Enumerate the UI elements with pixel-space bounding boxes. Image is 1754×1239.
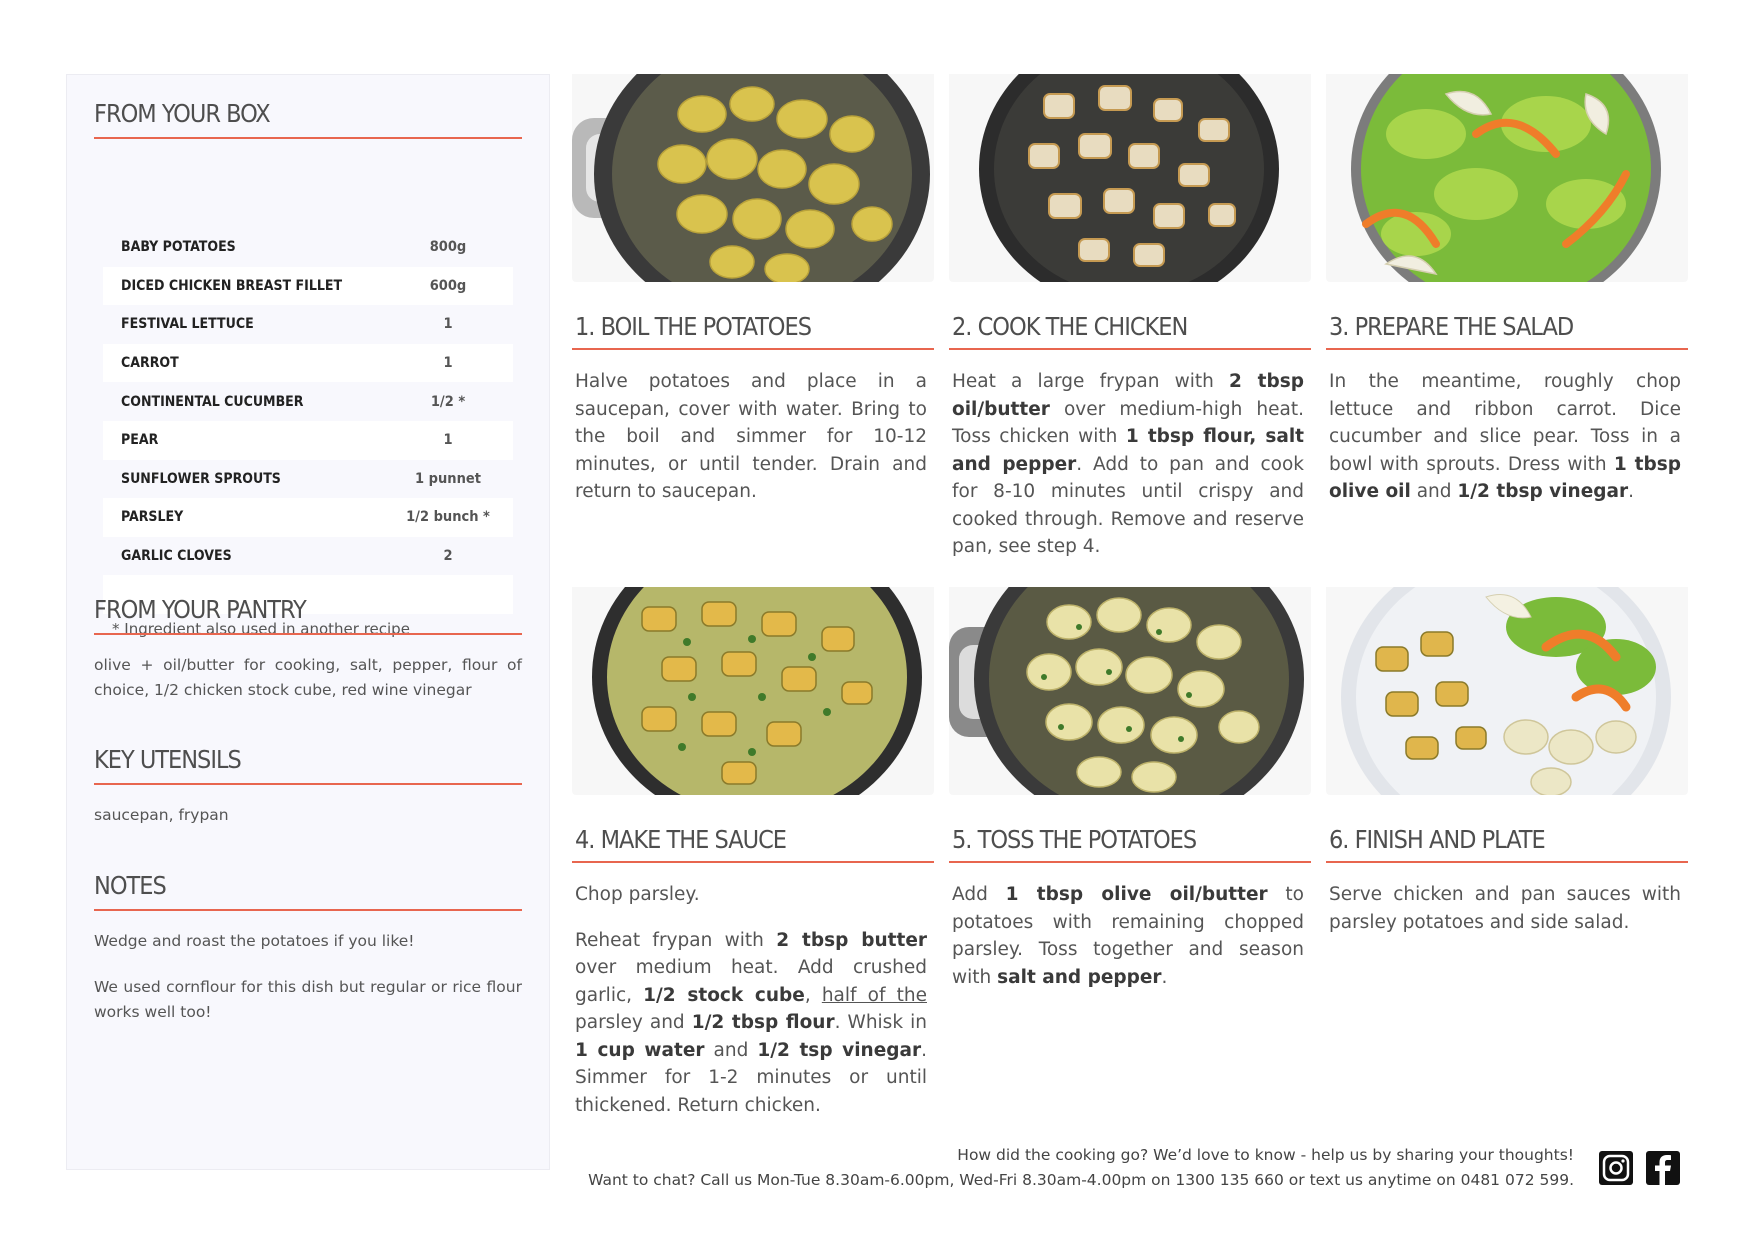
- step-5-bold-2: salt and pepper: [997, 966, 1162, 988]
- step-1: [572, 74, 934, 506]
- ingredient-row: [103, 267, 513, 306]
- step-4-bold-2: 1/2 stock cube: [643, 984, 805, 1006]
- step-2-photo: [949, 74, 1311, 282]
- step-4-bold-4: 1 cup water: [575, 1039, 705, 1061]
- step-4-photo: [572, 587, 934, 795]
- ingredient-name: BABY POTATOES: [121, 239, 236, 256]
- step-2-bold-2: 1 tbsp flour, salt and pepper: [952, 426, 1304, 475]
- step-5-text-3: .: [1161, 966, 1168, 988]
- step-3: [1326, 74, 1688, 506]
- step-5-bold-1: 1 tbsp olive oil/butter: [1005, 884, 1268, 905]
- facebook-icon[interactable]: [1645, 1150, 1681, 1186]
- ingredient-name: PEAR: [121, 432, 159, 449]
- step-6-photo: [1326, 587, 1688, 795]
- step-4-title: 4. MAKE THE SAUCE: [572, 825, 934, 863]
- step-4-text-6: and: [704, 1039, 758, 1061]
- from-your-box-heading: FROM YOUR BOX: [94, 99, 522, 139]
- ingredient-qty: 1: [443, 316, 453, 333]
- step-4-instructions: [572, 881, 934, 1119]
- step-3-title: 3. PREPARE THE SALAD: [1326, 312, 1688, 350]
- step-1-title: 1. BOIL THE POTATOES: [572, 312, 934, 350]
- key-utensils-heading: KEY UTENSILS: [94, 745, 522, 785]
- step-2-text-1: Heat a large frypan with: [952, 371, 1230, 392]
- step-3-text-1: In the meantime, roughly chop lettuce and ribbon carrot. Dice cucumber and slice pear. Toss in a bowl with sprouts. Dress with: [1329, 371, 1681, 475]
- ingredient-qty: 2: [443, 548, 453, 565]
- step-4-text-0: Chop parsley.: [575, 884, 700, 905]
- step-5-text-1: Add: [952, 884, 1006, 905]
- ingredient-name: FESTIVAL LETTUCE: [121, 316, 254, 333]
- ingredient-name: PARSLEY: [121, 509, 184, 526]
- ingredients-table: [103, 228, 513, 614]
- step-4-text-1: Reheat frypan with: [575, 929, 777, 951]
- notes-heading: NOTES: [94, 871, 522, 911]
- step-4: [572, 587, 934, 1119]
- ingredient-qty: 1: [443, 355, 453, 372]
- ingredient-qty: 1 punnet: [415, 470, 481, 487]
- step-2-bold-1: 2 tbsp oil/butter: [952, 371, 1304, 420]
- step-5: [949, 587, 1311, 991]
- step-4-bold-3: 1/2 tbsp flour: [691, 1012, 835, 1033]
- step-6: [1326, 587, 1688, 936]
- ingredient-qty: 600g: [429, 277, 467, 294]
- ingredient-row: [103, 537, 513, 576]
- step-6-instructions: [1326, 881, 1688, 936]
- boiled-potatoes-image: [572, 74, 934, 282]
- ingredients-sidebar: [66, 74, 550, 1170]
- footer-feedback-text: How did the cooking go? We’d love to know - help us by sharing your thoughts!: [957, 1146, 1574, 1164]
- step-3-text-2: and: [1410, 481, 1458, 502]
- step-2-text-3: . Add to pan and cook for 8-10 minutes until crispy and cooked through. Remove and reserve pan, see step 4.: [952, 453, 1304, 557]
- step-5-photo: [949, 587, 1311, 795]
- ingredient-row: [103, 305, 513, 344]
- step-4-bold-1: 2 tbsp butter: [776, 929, 927, 951]
- from-your-pantry-heading: FROM YOUR PANTRY: [94, 595, 522, 635]
- step-4-underline-1: half of the: [821, 984, 927, 1006]
- step-3-text-3: .: [1628, 481, 1635, 502]
- step-4-text-4: parsley and: [575, 1012, 692, 1033]
- step-2-title: 2. COOK THE CHICKEN: [949, 312, 1311, 350]
- step-4-text-7: . Simmer for 1-2 minutes or until thickened. Return chicken.: [575, 1039, 927, 1116]
- ingredient-qty: 800g: [429, 239, 467, 256]
- step-5-instructions: [949, 881, 1311, 991]
- ingredient-qty: 1: [443, 432, 453, 449]
- salad-bowl-image: [1326, 74, 1688, 282]
- ingredient-qty: 1/2 bunch *: [406, 509, 490, 526]
- step-2: [949, 74, 1311, 561]
- step-5-title: 5. TOSS THE POTATOES: [949, 825, 1311, 863]
- footer-contact-text: Want to chat? Call us Mon-Tue 8.30am-6.00pm, Wed-Fri 8.30am-4.00pm on 1300 135 660 or text us anytime on 0481 072 599.: [588, 1171, 1574, 1189]
- step-4-text-3: ,: [804, 984, 822, 1006]
- step-3-instructions: [1326, 368, 1688, 506]
- ingredient-name: CARROT: [121, 355, 179, 372]
- tossed-potatoes-image: [949, 587, 1311, 795]
- instagram-icon[interactable]: [1598, 1150, 1634, 1186]
- plated-dish-image: [1326, 587, 1688, 795]
- step-6-text: Serve chicken and pan sauces with parsley potatoes and side salad.: [1329, 884, 1681, 933]
- step-4-text-2: over medium heat. Add crushed garlic,: [575, 957, 927, 1006]
- ingredient-name: SUNFLOWER SPROUTS: [121, 470, 281, 487]
- ingredient-row: [103, 344, 513, 383]
- fried-chicken-image: [949, 74, 1311, 282]
- notes-text-1: Wedge and roast the potatoes if you like!: [94, 932, 415, 950]
- ingredient-row: [103, 460, 513, 499]
- footer-contact: [588, 1143, 1574, 1193]
- notes-text-2: We used cornflour for this dish but regular or rice flour works well too!: [94, 978, 522, 1021]
- step-3-photo: [1326, 74, 1688, 282]
- ingredient-name: DICED CHICKEN BREAST FILLET: [121, 277, 343, 294]
- step-3-bold-1: 1 tbsp olive oil: [1329, 453, 1681, 502]
- ingredient-row: [103, 498, 513, 537]
- pantry-text: olive + oil/butter for cooking, salt, pepper, flour of choice, 1/2 chicken stock cube, red wine vinegar: [94, 656, 522, 699]
- ingredient-footnote: * Ingredient also used in another recipe: [112, 620, 410, 638]
- utensils-text: saucepan, frypan: [94, 806, 229, 824]
- step-1-text: Halve potatoes and place in a saucepan, cover with water. Bring to the boil and simmer for 10-12 minutes, or until tender. Drain and return to saucepan.: [575, 371, 927, 502]
- ingredient-row: [103, 421, 513, 460]
- step-6-title: 6. FINISH AND PLATE: [1326, 825, 1688, 863]
- step-2-instructions: [949, 368, 1311, 561]
- step-4-text-5: . Whisk in: [834, 1012, 927, 1033]
- chicken-sauce-image: [572, 587, 934, 795]
- ingredient-qty: 1/2 *: [430, 393, 466, 410]
- step-2-text-2: over medium-high heat. Toss chicken with: [952, 398, 1304, 447]
- ingredient-name: CONTINENTAL CUCUMBER: [121, 393, 304, 410]
- ingredient-name: GARLIC CLOVES: [121, 548, 232, 565]
- step-4-bold-5: 1/2 tsp vinegar: [757, 1039, 922, 1061]
- step-3-bold-2: 1/2 tbsp vinegar: [1457, 481, 1629, 502]
- step-5-text-2: to potatoes with remaining chopped parsley. Toss together and season with: [952, 884, 1304, 988]
- ingredient-row: [103, 228, 513, 267]
- ingredient-row: [103, 382, 513, 421]
- step-1-instructions: [572, 368, 934, 506]
- step-1-photo: [572, 74, 934, 282]
